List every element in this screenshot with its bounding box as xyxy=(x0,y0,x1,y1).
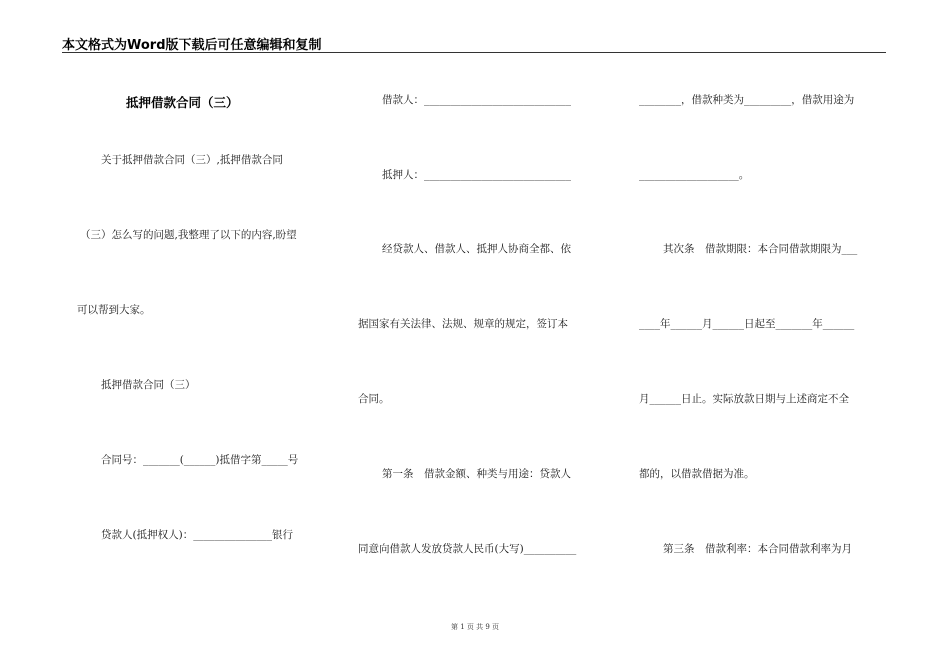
col3-line-5: 月______日止。实际放款日期与上述商定不全 xyxy=(639,393,849,405)
col2-line-5: 合同。 xyxy=(358,393,390,405)
col1-line-6: 贷款人(抵押权人)：_______________银行 xyxy=(101,529,293,541)
col3-line-2: ___________________。 xyxy=(639,169,750,181)
col2-line-1: 借款人：____________________________ xyxy=(382,94,571,106)
col2-line-6: 第一条 借款金额、种类与用途：贷款人 xyxy=(382,468,571,480)
col3-line-3: 其次条 借款期限：本合同借款期限为___ xyxy=(663,243,858,255)
col1-line-5: 合同号：_______(______)抵借字第_____号 xyxy=(101,454,299,466)
col2-line-7: 同意向借款人发放贷款人民币(大写)__________ xyxy=(358,543,577,555)
col1-line-4: 抵押借款合同（三） xyxy=(101,379,196,391)
col2-line-4: 据国家有关法律、法规、规章的规定，签订本 xyxy=(358,318,568,330)
document-title: 抵押借款合同（三） xyxy=(126,95,239,110)
col2-line-3: 经贷款人、借款人、抵押人协商全都、依 xyxy=(382,243,571,255)
col1-line-1: 关于抵押借款合同（三）,抵押借款合同 xyxy=(101,154,283,166)
col1-line-2: （三）怎么写的问题,我整理了以下的内容,盼望 xyxy=(80,229,297,241)
header-rule xyxy=(62,52,886,53)
page-number: 第 1 页 共 9 页 xyxy=(450,623,500,631)
col1-line-3: 可以帮到大家。 xyxy=(77,304,151,316)
col3-line-1: ________，借款种类为_________，借款用途为 xyxy=(639,94,855,106)
document-header: 本文格式为Word版下载后可任意编辑和复制 xyxy=(62,38,322,53)
col2-line-2: 抵押人：____________________________ xyxy=(382,169,571,181)
col3-line-7: 第三条 借款利率：本合同借款利率为月 xyxy=(663,543,852,555)
col3-line-4: ____年______月______日起至_______年______ xyxy=(639,318,855,330)
col3-line-6: 都的，以借款借据为准。 xyxy=(639,468,755,480)
